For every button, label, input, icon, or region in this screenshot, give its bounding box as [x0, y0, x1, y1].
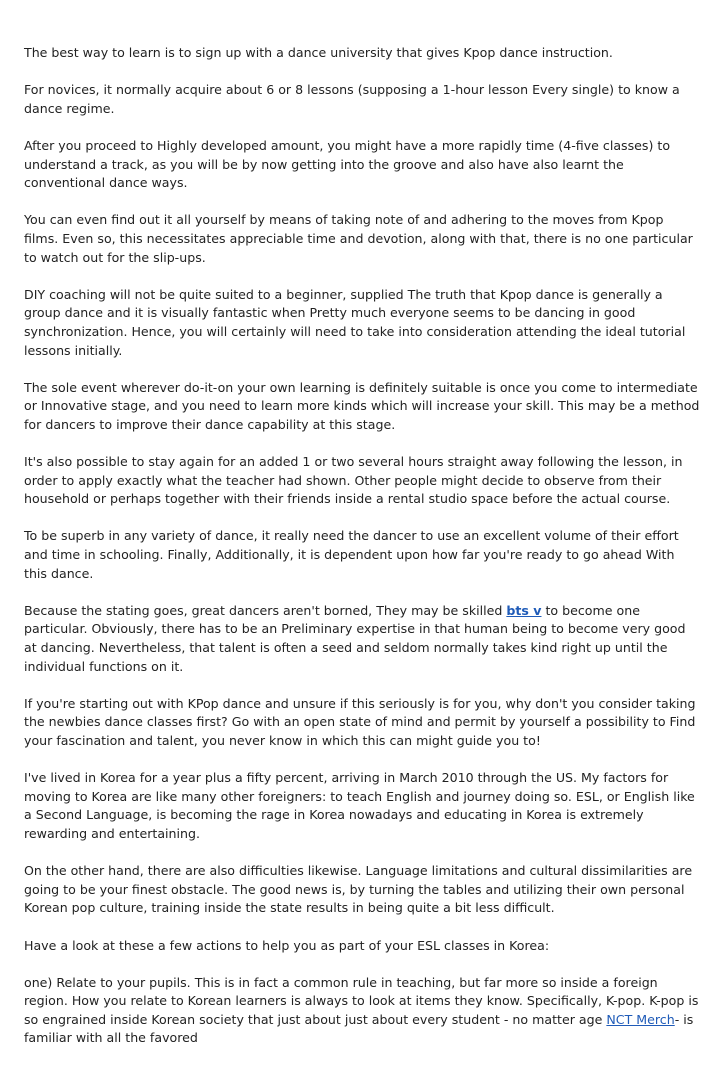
paragraph-14: [24, 974, 700, 1048]
paragraph-8: To be superb in any variety of dance, it really need the dancer to use an excellent volume of their effort and time in schooling. Finally, Additionally, it is dependent upon how far you're ready to go ahead With this dance.: [24, 528, 679, 581]
paragraph-4: You can even find out it all yourself by means of taking note of and adhering to the moves from Kpop films. Even so, this necessitates appreciable time and devotion, along with that, there is no one particular to watch out for the slip-ups.: [24, 212, 693, 265]
paragraph-9: [24, 602, 700, 676]
paragraph-9-text-after: to become one particular. Obviously, there has to be an Preliminary expertise in that human being to become very good at dancing. Nevertheless, that talent is often a seed and seldom normally takes kind right up until the individual functions on it.: [24, 602, 686, 674]
bts-v-link[interactable]: bts v: [506, 602, 542, 618]
document-body: [24, 44, 700, 1067]
paragraph-1: The best way to learn is to sign up with a dance university that gives Kpop dance instruction.: [24, 45, 613, 60]
paragraph-11: I've lived in Korea for a year plus a fifty percent, arriving in March 2010 through the US. My factors for moving to Korea are like many other foreigners: to teach English and journey doing so. ESL, or English like a Second Language, is becoming the rage in Korea nowadays and educating in Korea is extremely rewarding and entertaining.: [24, 770, 695, 841]
paragraph-13: Have a look at these a few actions to help you as part of your ESL classes in Korea:: [24, 937, 550, 953]
paragraph-9-text-before: Because the stating goes, great dancers aren't borned, They may be skilled: [24, 602, 507, 618]
paragraph-2: For novices, it normally acquire about 6 or 8 lessons (supposing a 1-hour lesson Every single) to know a dance regime.: [24, 82, 680, 116]
paragraph-7: It's also possible to stay again for an added 1 or two several hours straight away following the lesson, in order to apply exactly what the teacher had shown. Other people might decide to observe from their household or perhaps together with their friends inside a rental studio space before the actual course.: [24, 454, 683, 507]
paragraph-10: If you're starting out with KPop dance and unsure if this seriously is for you, why don't you consider taking the newbies dance classes first? Go with an open state of mind and permit by yourself a possibility to Find your fascination and talent, you never know in which this can might guide you to!: [24, 695, 696, 748]
paragraph-14-text-before: one) Relate to your pupils. This is in fact a common rule in teaching, but far more so inside a foreign region. How you relate to Korean learners is always to look at items they know. Specifically, K-pop. K-pop is so engrained inside Korean society that just about just about every student - no matter age: [24, 974, 699, 1027]
paragraph-14-text-after: - is familiar with all the favored: [24, 1011, 694, 1046]
paragraph-3: After you proceed to Highly developed amount, you might have a more rapidly time (4-five classes) to understand a track, as you will be by now getting into the groove and also have also learnt the conventional dance ways.: [24, 137, 671, 191]
nct-merch-link[interactable]: NCT Merch: [606, 1011, 675, 1027]
paragraph-12: On the other hand, there are also difficulties likewise. Language limitations and cultural dissimilarities are going to be your finest obstacle. The good news is, by turning the tables and utilizing their own personal Korean pop culture, training inside the state results in being quite a bit less difficult.: [24, 863, 693, 916]
paragraph-5: DIY coaching will not be quite suited to a beginner, supplied The truth that Kpop dance is generally a group dance and it is visually fantastic when Pretty much everyone seems to be dancing in good synchronization. Hence, you will certainly will need to take into consideration attending the ideal tutorial lessons initially.: [24, 286, 686, 358]
paragraph-6: The sole event wherever do-it-on your own learning is definitely suitable is once you come to intermediate or Innovative stage, and you need to learn more kinds which will increase your skill. This may be a method for dancers to improve their dance capability at this stage.: [24, 379, 700, 432]
